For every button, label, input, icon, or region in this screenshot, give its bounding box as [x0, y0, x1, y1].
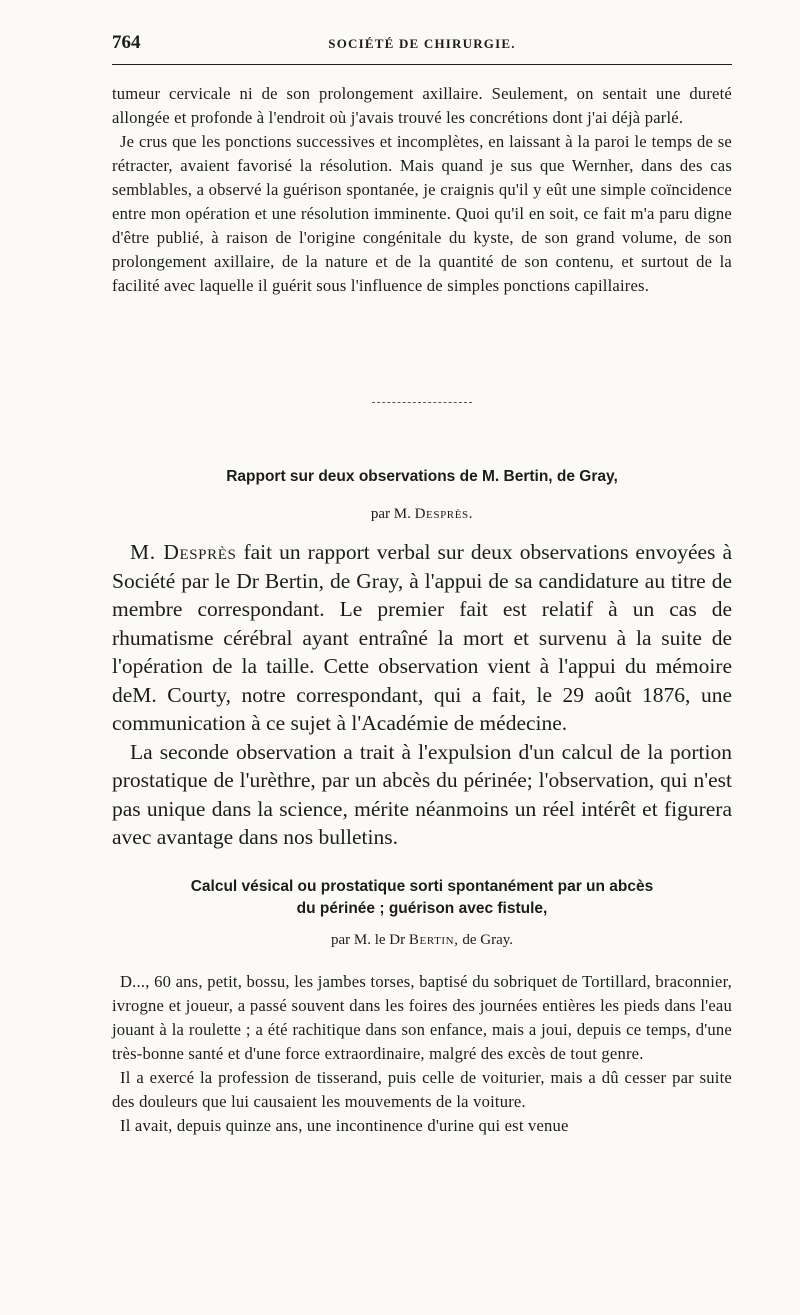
- header-rule: [112, 64, 732, 65]
- paragraph-text: fait un rapport verbal sur deux observations envoyées à Société par le Dr Bertin, de Gray, à l'appui de sa candidature au titre de membre correspondant. Le premier fait est relatif à un cas de rhumatisme cérébral ayant entraîné la mort et survenu à la suite de l'opération de la taille. Cette observation vient à l'appui du mémoire deM. Courty, notre correspondant, qui a fait, le 29 août 1876, une communication à ce sujet à l'Académie de médecine.: [112, 540, 732, 735]
- author-name: Desprès.: [414, 506, 474, 522]
- byline-suffix: de Gray.: [462, 932, 513, 948]
- author-name: Bertin,: [408, 932, 459, 948]
- page-header: [112, 30, 732, 56]
- report-body: [112, 538, 732, 852]
- continuation-text: [112, 82, 732, 298]
- paragraph: D..., 60 ans, petit, bossu, les jambes torses, baptisé du sobriquet de Tortillard, braconnier, ivrogne et joueur, a passé souvent dans les foires des journées entières les pieds dans l'eau jouant à la roulette ; a été rachitique dans son enfance, mais a joui, depuis ce temps, d'une très-bonne santé et d'une force extraordinaire, malgré des excès de tout genre.: [112, 972, 732, 1063]
- paragraph: Il a exercé la profession de tisserand, puis celle de voiturier, mais a dû cesser par suite des douleurs que lui causaient les mouvements de la voiture.: [112, 1068, 732, 1111]
- report-byline: [112, 506, 732, 523]
- byline-prefix: par M. le Dr: [330, 932, 406, 948]
- case-title: [112, 876, 732, 920]
- paragraph: tumeur cervicale ni de son prolongement axillaire. Seulement, on sentait une dureté allongée et profonde à l'endroit où j'avais trouvé les concrétions dont j'ai déjà parlé.: [112, 84, 732, 127]
- speaker-name: M. Desprès: [130, 540, 237, 564]
- case-body: [112, 970, 732, 1138]
- running-head: SOCIÉTÉ DE CHIRURGIE.: [328, 36, 516, 51]
- section-separator: [372, 402, 472, 403]
- report-title: Rapport sur deux observations de M. Bertin, de Gray,: [226, 468, 618, 485]
- case-byline: [112, 932, 732, 949]
- byline-prefix: par M.: [370, 506, 411, 522]
- page-number: 764: [112, 32, 141, 53]
- paragraph: [112, 538, 732, 738]
- case-title-line: Calcul vésical ou prostatique sorti spontanément par un abcès: [190, 878, 654, 895]
- paragraph: Je crus que les ponctions successives et incomplètes, en laissant à la paroi le temps de se rétracter, avaient favorisé la résolution. Mais quand je sus que Wernher, dans des cas semblables, a observé la guérison spontanée, je craignis qu'il y eût une simple coïncidence entre mon opération et une résolution imminente. Quoi qu'il en soit, ce fait m'a paru digne d'être publié, à raison de l'origine congénitale du kyste, de son grand volume, de son prolongement axillaire, de la nature et de la quantité de son contenu, et surtout de la facilité avec laquelle il guérit sous l'influence de simples ponctions capillaires.: [112, 132, 732, 295]
- case-title-line: du périnée ; guérison avec fistule,: [296, 900, 548, 917]
- paragraph: La seconde observation a trait à l'expulsion d'un calcul de la portion prostatique de l'urèthre, par un abcès du périnée; l'observation, qui n'est pas unique dans la science, mérite néanmoins un réel intérêt et figurera avec avantage dans nos bulletins.: [112, 739, 732, 849]
- paragraph: Il avait, depuis quinze ans, une incontinence d'urine qui est venue: [120, 1116, 569, 1135]
